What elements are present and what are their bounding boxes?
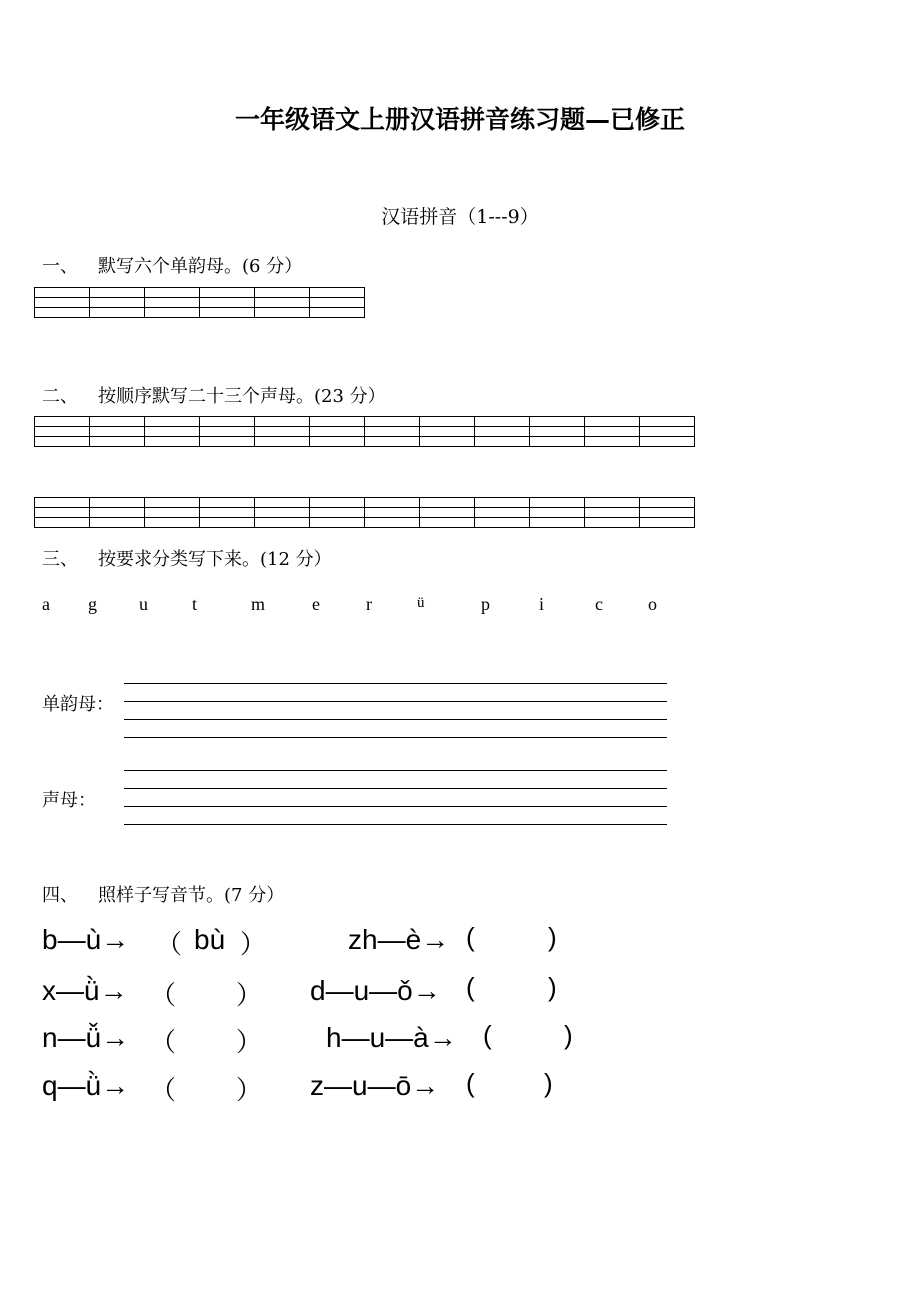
open-paren: ( [466,972,475,1002]
close-paren: ) [548,922,557,952]
close-paren: ） [240,929,267,959]
open-paren: ( [483,1020,492,1050]
writing-line[interactable] [124,770,667,771]
page-subtitle: 汉语拼音（1---9） [381,206,539,228]
close-paren: ） [236,1027,263,1057]
writing-line[interactable] [124,806,667,807]
letter: t [192,594,198,614]
letter: a [42,594,50,614]
initials-writing-grid-1[interactable] [34,416,695,447]
open-paren: ( [466,1068,475,1098]
vowels-label: 单韵母： [42,694,114,715]
letter: u [139,594,148,614]
letter: g [88,594,97,614]
syllable-left-2: x—ǜ→ [42,975,128,1006]
syllable-left-4: q—ǜ→ [42,1070,130,1101]
example-answer: bù [194,924,226,955]
writing-line[interactable] [124,737,667,738]
letter: c [595,594,603,614]
initials-label: 声母： [42,790,96,811]
close-paren: ) [544,1068,553,1098]
syllable-right-4: z—u—ō→ [310,1070,440,1101]
question-3-text: 按要求分类写下来。(12 分） [98,549,332,570]
letter: ü [417,595,425,611]
open-paren: （ [150,980,177,1010]
question-3-number: 三、 [42,549,78,570]
question-4-number: 四、 [42,885,78,906]
open-paren: （ [156,929,183,959]
question-3-heading [42,545,332,571]
close-paren: ) [564,1020,573,1050]
writing-line[interactable] [124,824,667,825]
question-1-heading [42,252,302,278]
question-1-number: 一、 [42,256,78,277]
close-paren: ） [236,1075,263,1105]
question-1-text: 默写六个单韵母。(6 分） [98,256,303,277]
open-paren: （ [150,1075,177,1105]
question-4-text: 照样子写音节。(7 分） [98,885,285,906]
question-2-heading [42,382,386,408]
syllable-right-3: h—u—à→ [326,1022,457,1053]
letter: p [481,594,490,614]
syllable-right-1: zh—è→ [348,924,450,955]
letter: e [312,594,320,614]
writing-line[interactable] [124,719,667,720]
letter: m [251,594,266,614]
vowel-writing-grid[interactable] [34,287,365,318]
page-title: 一年级语文上册汉语拼音练习题—已修正 [234,105,685,134]
close-paren: ) [548,972,557,1002]
writing-line[interactable] [124,683,667,684]
writing-line[interactable] [124,788,667,789]
letter: i [539,594,545,614]
syllable-right-2: d—u—ǒ→ [310,975,441,1006]
syllable-example-left-1: b—ù→ [42,924,130,955]
open-paren: ( [466,922,475,952]
writing-line[interactable] [124,701,667,702]
question-2-number: 二、 [42,386,78,407]
syllable-left-3: n—ǚ→ [42,1022,130,1053]
question-2-text: 按顺序默写二十三个声母。(23 分） [98,386,386,407]
letter: r [366,594,372,614]
letter: o [648,594,657,614]
close-paren: ） [236,980,263,1010]
initials-writing-grid-2[interactable] [34,497,695,528]
open-paren: （ [150,1027,177,1057]
question-4-heading [42,881,284,907]
